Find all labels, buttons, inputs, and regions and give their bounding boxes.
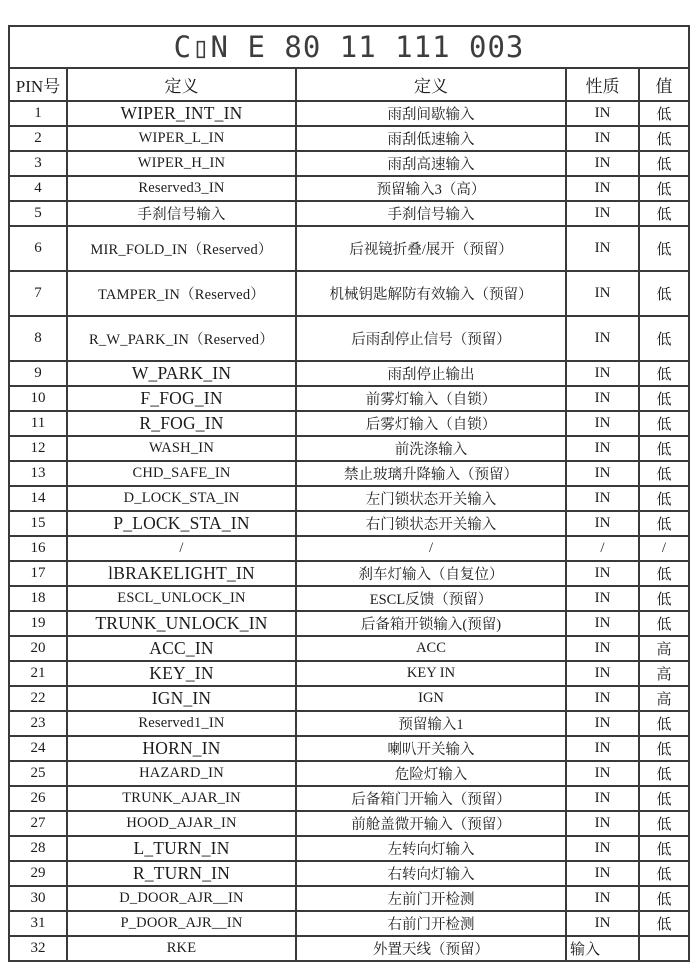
- direction-cell: IN: [566, 711, 639, 736]
- connector-title: C▯N E 80 11 111 003: [9, 26, 689, 68]
- value-cell: 低: [639, 736, 689, 761]
- pin-cell: 7: [9, 271, 67, 316]
- col-header-value: 值: [639, 68, 689, 101]
- table-row: [9, 586, 689, 611]
- direction-cell: IN: [566, 361, 639, 386]
- signal-name-cell: IGN_IN: [67, 686, 296, 711]
- direction-cell: IN: [566, 386, 639, 411]
- table-row: [9, 786, 689, 811]
- direction-cell: IN: [566, 636, 639, 661]
- direction-cell: IN: [566, 861, 639, 886]
- col-header-definition-cn: 定义: [296, 68, 566, 101]
- signal-name-cell: /: [67, 536, 296, 561]
- pin-cell: 14: [9, 486, 67, 511]
- table-row: [9, 761, 689, 786]
- title-row: [9, 26, 689, 68]
- table-row: [9, 461, 689, 486]
- description-cell: 后视镜折叠/展开（预留）: [296, 226, 566, 271]
- pin-cell: 17: [9, 561, 67, 586]
- pin-cell: 3: [9, 151, 67, 176]
- pin-cell: 21: [9, 661, 67, 686]
- pin-cell: 9: [9, 361, 67, 386]
- signal-name-cell: P_DOOR_AJR__IN: [67, 911, 296, 936]
- col-header-definition-en: 定义: [67, 68, 296, 101]
- table-row: [9, 361, 689, 386]
- table-row: [9, 536, 689, 561]
- value-cell: 低: [639, 911, 689, 936]
- pin-cell: 25: [9, 761, 67, 786]
- direction-cell: IN: [566, 561, 639, 586]
- pin-cell: 26: [9, 786, 67, 811]
- description-cell: 前洗涤输入: [296, 436, 566, 461]
- table-row: [9, 736, 689, 761]
- description-cell: 右前门开检测: [296, 911, 566, 936]
- pin-cell: 20: [9, 636, 67, 661]
- description-cell: ESCL反馈（预留）: [296, 586, 566, 611]
- table-row: [9, 436, 689, 461]
- pin-cell: 30: [9, 886, 67, 911]
- description-cell: 前雾灯输入（自锁）: [296, 386, 566, 411]
- signal-name-cell: HORN_IN: [67, 736, 296, 761]
- table-head: [9, 26, 689, 101]
- value-cell: 低: [639, 561, 689, 586]
- direction-cell: IN: [566, 586, 639, 611]
- direction-cell: 输入: [566, 936, 639, 961]
- pin-cell: 23: [9, 711, 67, 736]
- signal-name-cell: R_TURN_IN: [67, 861, 296, 886]
- direction-cell: IN: [566, 411, 639, 436]
- table-row: [9, 686, 689, 711]
- signal-name-cell: WIPER_INT_IN: [67, 101, 296, 126]
- table-row: [9, 201, 689, 226]
- value-cell: 低: [639, 461, 689, 486]
- pin-cell: 24: [9, 736, 67, 761]
- pin-cell: 13: [9, 461, 67, 486]
- description-cell: 预留输入1: [296, 711, 566, 736]
- table-row: [9, 661, 689, 686]
- signal-name-cell: ESCL_UNLOCK_IN: [67, 586, 296, 611]
- value-cell: 低: [639, 126, 689, 151]
- signal-name-cell: D_LOCK_STA_IN: [67, 486, 296, 511]
- description-cell: 后备箱门开输入（预留）: [296, 786, 566, 811]
- description-cell: IGN: [296, 686, 566, 711]
- value-cell: 低: [639, 486, 689, 511]
- value-cell: 低: [639, 811, 689, 836]
- pin-cell: 16: [9, 536, 67, 561]
- direction-cell: IN: [566, 101, 639, 126]
- pin-cell: 31: [9, 911, 67, 936]
- description-cell: 禁止玻璃升降输入（预留）: [296, 461, 566, 486]
- table-row: [9, 486, 689, 511]
- signal-name-cell: WIPER_H_IN: [67, 151, 296, 176]
- signal-name-cell: KEY_IN: [67, 661, 296, 686]
- value-cell: 低: [639, 786, 689, 811]
- signal-name-cell: TRUNK_AJAR_IN: [67, 786, 296, 811]
- table-row: [9, 151, 689, 176]
- value-cell: 低: [639, 411, 689, 436]
- table-row: [9, 386, 689, 411]
- table-row: [9, 561, 689, 586]
- pin-cell: 22: [9, 686, 67, 711]
- direction-cell: IN: [566, 226, 639, 271]
- description-cell: 雨刮高速输入: [296, 151, 566, 176]
- pin-cell: 28: [9, 836, 67, 861]
- table-row: [9, 611, 689, 636]
- description-cell: 左转向灯输入: [296, 836, 566, 861]
- table-row: [9, 511, 689, 536]
- direction-cell: IN: [566, 611, 639, 636]
- description-cell: 雨刮停止输出: [296, 361, 566, 386]
- pin-cell: 6: [9, 226, 67, 271]
- value-cell: 低: [639, 711, 689, 736]
- description-cell: 左门锁状态开关输入: [296, 486, 566, 511]
- description-cell: /: [296, 536, 566, 561]
- signal-name-cell: WASH_IN: [67, 436, 296, 461]
- value-cell: 低: [639, 886, 689, 911]
- value-cell: [639, 936, 689, 961]
- pin-cell: 4: [9, 176, 67, 201]
- pin-cell: 29: [9, 861, 67, 886]
- direction-cell: IN: [566, 836, 639, 861]
- col-header-pin: PIN号: [9, 68, 67, 101]
- signal-name-cell: RKE: [67, 936, 296, 961]
- direction-cell: /: [566, 536, 639, 561]
- value-cell: 低: [639, 861, 689, 886]
- direction-cell: IN: [566, 686, 639, 711]
- description-cell: 机械钥匙解防有效输入（预留）: [296, 271, 566, 316]
- direction-cell: IN: [566, 786, 639, 811]
- value-cell: 低: [639, 586, 689, 611]
- description-cell: 后备箱开锁输入(预留): [296, 611, 566, 636]
- table-row: [9, 126, 689, 151]
- direction-cell: IN: [566, 461, 639, 486]
- signal-name-cell: HAZARD_IN: [67, 761, 296, 786]
- description-cell: 右转向灯输入: [296, 861, 566, 886]
- description-cell: 危险灯输入: [296, 761, 566, 786]
- table-row: [9, 271, 689, 316]
- description-cell: 刹车灯输入（自复位）: [296, 561, 566, 586]
- signal-name-cell: WIPER_L_IN: [67, 126, 296, 151]
- direction-cell: IN: [566, 661, 639, 686]
- table-row: [9, 886, 689, 911]
- direction-cell: IN: [566, 176, 639, 201]
- table-row: [9, 176, 689, 201]
- value-cell: 低: [639, 611, 689, 636]
- signal-name-cell: HOOD_AJAR_IN: [67, 811, 296, 836]
- pin-cell: 2: [9, 126, 67, 151]
- direction-cell: IN: [566, 271, 639, 316]
- direction-cell: IN: [566, 736, 639, 761]
- value-cell: 高: [639, 686, 689, 711]
- signal-name-cell: MIR_FOLD_IN（Reserved）: [67, 226, 296, 271]
- direction-cell: IN: [566, 511, 639, 536]
- table-row: [9, 411, 689, 436]
- value-cell: 低: [639, 271, 689, 316]
- signal-name-cell: Reserved3_IN: [67, 176, 296, 201]
- signal-name-cell: P_LOCK_STA_IN: [67, 511, 296, 536]
- table-row: [9, 861, 689, 886]
- signal-name-cell: F_FOG_IN: [67, 386, 296, 411]
- description-cell: KEY IN: [296, 661, 566, 686]
- signal-name-cell: W_PARK_IN: [67, 361, 296, 386]
- direction-cell: IN: [566, 811, 639, 836]
- table-row: [9, 316, 689, 361]
- value-cell: 低: [639, 316, 689, 361]
- header-row: [9, 68, 689, 101]
- direction-cell: IN: [566, 486, 639, 511]
- pin-cell: 15: [9, 511, 67, 536]
- table-row: [9, 811, 689, 836]
- pin-cell: 19: [9, 611, 67, 636]
- col-header-direction: 性质: [566, 68, 639, 101]
- pin-cell: 27: [9, 811, 67, 836]
- description-cell: 雨刮低速输入: [296, 126, 566, 151]
- value-cell: 低: [639, 761, 689, 786]
- signal-name-cell: 手刹信号输入: [67, 201, 296, 226]
- description-cell: 手刹信号输入: [296, 201, 566, 226]
- value-cell: 低: [639, 436, 689, 461]
- value-cell: 低: [639, 101, 689, 126]
- table-row: [9, 636, 689, 661]
- description-cell: 雨刮间歇输入: [296, 101, 566, 126]
- signal-name-cell: TAMPER_IN（Reserved）: [67, 271, 296, 316]
- signal-name-cell: D_DOOR_AJR__IN: [67, 886, 296, 911]
- table-body: [9, 101, 689, 961]
- table-row: [9, 936, 689, 961]
- pin-cell: 1: [9, 101, 67, 126]
- direction-cell: IN: [566, 316, 639, 361]
- pin-cell: 32: [9, 936, 67, 961]
- description-cell: 右门锁状态开关输入: [296, 511, 566, 536]
- signal-name-cell: L_TURN_IN: [67, 836, 296, 861]
- signal-name-cell: R_FOG_IN: [67, 411, 296, 436]
- pin-cell: 8: [9, 316, 67, 361]
- direction-cell: IN: [566, 201, 639, 226]
- value-cell: 低: [639, 386, 689, 411]
- pin-cell: 12: [9, 436, 67, 461]
- signal-name-cell: R_W_PARK_IN（Reserved）: [67, 316, 296, 361]
- value-cell: 低: [639, 836, 689, 861]
- value-cell: 高: [639, 661, 689, 686]
- table-row: [9, 711, 689, 736]
- description-cell: 前舱盖微开输入（预留）: [296, 811, 566, 836]
- description-cell: 预留输入3（高）: [296, 176, 566, 201]
- signal-name-cell: Reserved1_IN: [67, 711, 296, 736]
- signal-name-cell: ACC_IN: [67, 636, 296, 661]
- value-cell: 低: [639, 201, 689, 226]
- direction-cell: IN: [566, 151, 639, 176]
- pinout-table: [8, 25, 690, 962]
- table-row: [9, 226, 689, 271]
- pin-cell: 5: [9, 201, 67, 226]
- table-row: [9, 836, 689, 861]
- direction-cell: IN: [566, 911, 639, 936]
- direction-cell: IN: [566, 761, 639, 786]
- description-cell: 外置天线（预留）: [296, 936, 566, 961]
- direction-cell: IN: [566, 126, 639, 151]
- table-row: [9, 101, 689, 126]
- description-cell: 后雾灯输入（自锁）: [296, 411, 566, 436]
- value-cell: 低: [639, 151, 689, 176]
- signal-name-cell: lBRAKELIGHT_IN: [67, 561, 296, 586]
- description-cell: 后雨刮停止信号（预留）: [296, 316, 566, 361]
- value-cell: 低: [639, 176, 689, 201]
- description-cell: ACC: [296, 636, 566, 661]
- value-cell: /: [639, 536, 689, 561]
- direction-cell: IN: [566, 886, 639, 911]
- value-cell: 低: [639, 511, 689, 536]
- pin-cell: 11: [9, 411, 67, 436]
- value-cell: 高: [639, 636, 689, 661]
- description-cell: 喇叭开关输入: [296, 736, 566, 761]
- value-cell: 低: [639, 226, 689, 271]
- table-row: [9, 911, 689, 936]
- pin-cell: 10: [9, 386, 67, 411]
- signal-name-cell: CHD_SAFE_IN: [67, 461, 296, 486]
- pin-cell: 18: [9, 586, 67, 611]
- value-cell: 低: [639, 361, 689, 386]
- signal-name-cell: TRUNK_UNLOCK_IN: [67, 611, 296, 636]
- direction-cell: IN: [566, 436, 639, 461]
- description-cell: 左前门开检测: [296, 886, 566, 911]
